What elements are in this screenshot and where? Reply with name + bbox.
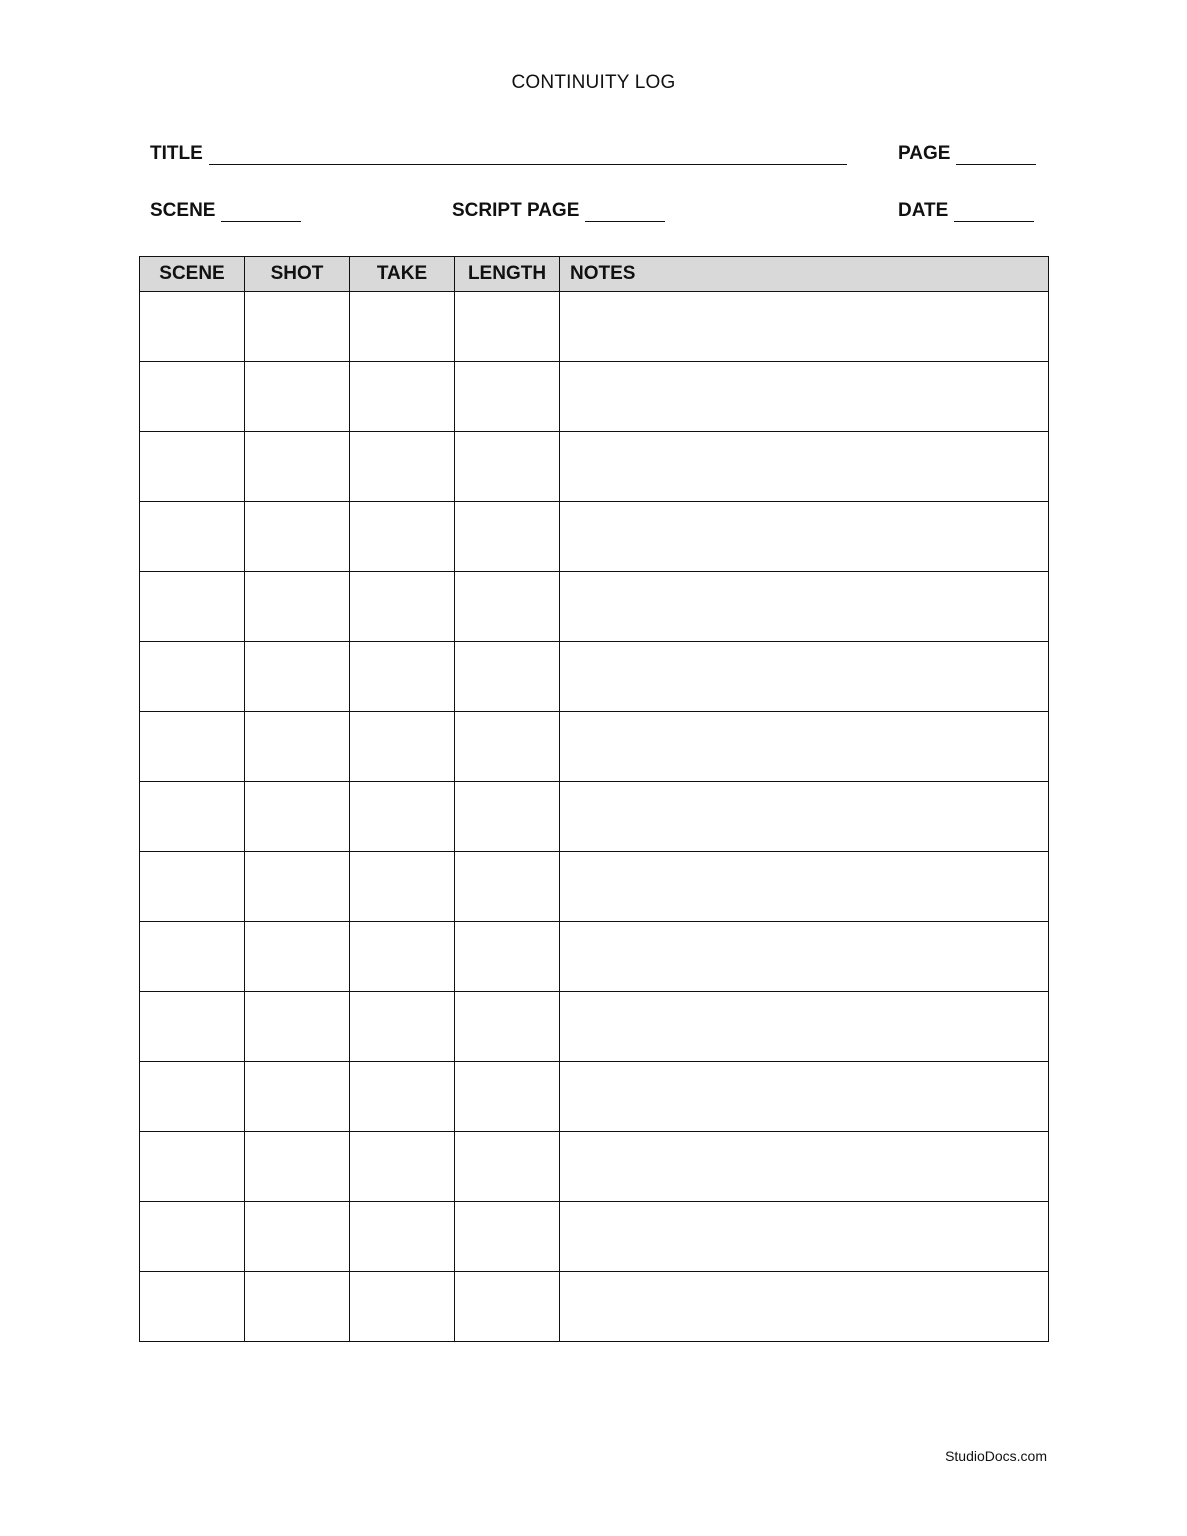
cell-length[interactable] xyxy=(455,1272,560,1342)
cell-length[interactable] xyxy=(455,572,560,642)
cell-notes[interactable] xyxy=(560,1062,1049,1132)
cell-length[interactable] xyxy=(455,502,560,572)
cell-shot[interactable] xyxy=(245,922,350,992)
cell-length[interactable] xyxy=(455,362,560,432)
cell-shot[interactable] xyxy=(245,362,350,432)
cell-take[interactable] xyxy=(350,572,455,642)
cell-scene[interactable] xyxy=(140,712,245,782)
cell-length[interactable] xyxy=(455,1202,560,1272)
cell-notes[interactable] xyxy=(560,992,1049,1062)
cell-notes[interactable] xyxy=(560,782,1049,852)
script-page-label: SCRIPT PAGE xyxy=(452,200,580,221)
cell-take[interactable] xyxy=(350,852,455,922)
page-input-line[interactable] xyxy=(956,146,1036,165)
column-header-length: LENGTH xyxy=(455,257,560,292)
cell-notes[interactable] xyxy=(560,922,1049,992)
cell-scene[interactable] xyxy=(140,432,245,502)
column-header-shot: SHOT xyxy=(245,257,350,292)
cell-notes[interactable] xyxy=(560,712,1049,782)
scene-field[interactable] xyxy=(150,200,301,222)
cell-take[interactable] xyxy=(350,712,455,782)
table-row xyxy=(140,1132,1049,1202)
cell-length[interactable] xyxy=(455,712,560,782)
table-row xyxy=(140,502,1049,572)
cell-notes[interactable] xyxy=(560,292,1049,362)
script-page-input-line[interactable] xyxy=(585,203,665,222)
cell-length[interactable] xyxy=(455,992,560,1062)
page-field[interactable] xyxy=(898,143,1036,165)
cell-notes[interactable] xyxy=(560,1272,1049,1342)
cell-scene[interactable] xyxy=(140,1132,245,1202)
cell-shot[interactable] xyxy=(245,1272,350,1342)
date-field[interactable] xyxy=(898,200,1034,222)
script-page-field[interactable] xyxy=(452,200,665,222)
table-row xyxy=(140,572,1049,642)
cell-shot[interactable] xyxy=(245,432,350,502)
cell-take[interactable] xyxy=(350,922,455,992)
table-row xyxy=(140,1272,1049,1342)
cell-shot[interactable] xyxy=(245,572,350,642)
cell-length[interactable] xyxy=(455,1062,560,1132)
cell-take[interactable] xyxy=(350,1062,455,1132)
cell-notes[interactable] xyxy=(560,1132,1049,1202)
date-input-line[interactable] xyxy=(954,203,1034,222)
table-row xyxy=(140,292,1049,362)
cell-notes[interactable] xyxy=(560,362,1049,432)
cell-shot[interactable] xyxy=(245,1062,350,1132)
cell-take[interactable] xyxy=(350,432,455,502)
cell-scene[interactable] xyxy=(140,1272,245,1342)
cell-scene[interactable] xyxy=(140,922,245,992)
cell-scene[interactable] xyxy=(140,642,245,712)
table-row xyxy=(140,432,1049,502)
cell-shot[interactable] xyxy=(245,1132,350,1202)
cell-take[interactable] xyxy=(350,502,455,572)
cell-shot[interactable] xyxy=(245,502,350,572)
table-row xyxy=(140,642,1049,712)
cell-scene[interactable] xyxy=(140,502,245,572)
cell-take[interactable] xyxy=(350,782,455,852)
cell-notes[interactable] xyxy=(560,1202,1049,1272)
cell-shot[interactable] xyxy=(245,712,350,782)
table-row xyxy=(140,362,1049,432)
cell-scene[interactable] xyxy=(140,362,245,432)
cell-scene[interactable] xyxy=(140,852,245,922)
scene-label: SCENE xyxy=(150,200,216,221)
title-field[interactable] xyxy=(150,143,847,165)
title-input-line[interactable] xyxy=(209,146,847,165)
table-row xyxy=(140,852,1049,922)
cell-length[interactable] xyxy=(455,782,560,852)
page-title: CONTINUITY LOG xyxy=(511,72,676,93)
cell-scene[interactable] xyxy=(140,782,245,852)
table-row xyxy=(140,992,1049,1062)
table-row xyxy=(140,782,1049,852)
cell-scene[interactable] xyxy=(140,992,245,1062)
cell-notes[interactable] xyxy=(560,502,1049,572)
cell-shot[interactable] xyxy=(245,992,350,1062)
date-label: DATE xyxy=(898,200,949,221)
cell-length[interactable] xyxy=(455,642,560,712)
cell-take[interactable] xyxy=(350,362,455,432)
cell-length[interactable] xyxy=(455,922,560,992)
cell-shot[interactable] xyxy=(245,782,350,852)
column-header-scene: SCENE xyxy=(140,257,245,292)
title-label: TITLE xyxy=(150,143,203,164)
column-header-take: TAKE xyxy=(350,257,455,292)
table-row xyxy=(140,1062,1049,1132)
cell-shot[interactable] xyxy=(245,1202,350,1272)
cell-scene[interactable] xyxy=(140,1062,245,1132)
cell-take[interactable] xyxy=(350,1202,455,1272)
column-header-notes: NOTES xyxy=(560,257,1049,292)
footer-brand: StudioDocs.com xyxy=(945,1448,1047,1464)
table-row xyxy=(140,1202,1049,1272)
cell-take[interactable] xyxy=(350,292,455,362)
cell-length[interactable] xyxy=(455,432,560,502)
cell-take[interactable] xyxy=(350,1272,455,1342)
cell-length[interactable] xyxy=(455,852,560,922)
cell-notes[interactable] xyxy=(560,852,1049,922)
cell-notes[interactable] xyxy=(560,432,1049,502)
table-row xyxy=(140,712,1049,782)
cell-take[interactable] xyxy=(350,992,455,1062)
cell-notes[interactable] xyxy=(560,572,1049,642)
cell-length[interactable] xyxy=(455,292,560,362)
cell-take[interactable] xyxy=(350,642,455,712)
cell-scene[interactable] xyxy=(140,1202,245,1272)
cell-shot[interactable] xyxy=(245,852,350,922)
page-label: PAGE xyxy=(898,143,951,164)
cell-scene[interactable] xyxy=(140,292,245,362)
table-header-row xyxy=(140,257,1049,292)
continuity-log-table xyxy=(139,256,1049,1342)
cell-notes[interactable] xyxy=(560,642,1049,712)
cell-scene[interactable] xyxy=(140,572,245,642)
scene-input-line[interactable] xyxy=(221,203,301,222)
cell-take[interactable] xyxy=(350,1132,455,1202)
cell-shot[interactable] xyxy=(245,642,350,712)
cell-shot[interactable] xyxy=(245,292,350,362)
cell-length[interactable] xyxy=(455,1132,560,1202)
table-row xyxy=(140,922,1049,992)
